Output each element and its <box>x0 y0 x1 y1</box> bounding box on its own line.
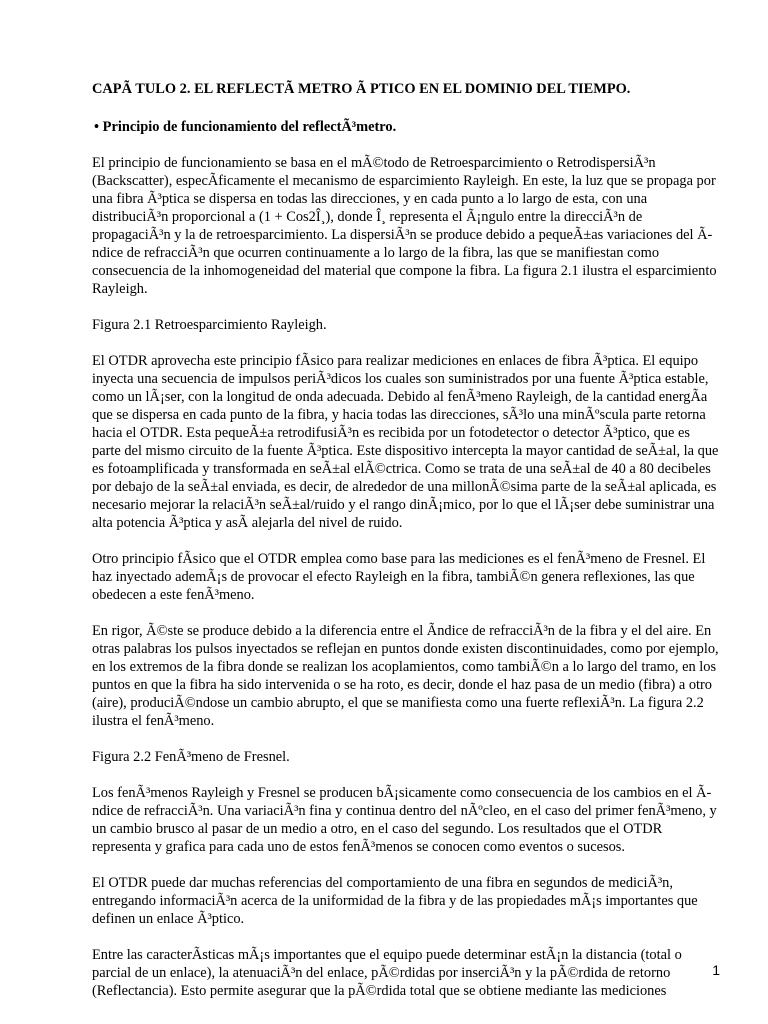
paragraph-characteristics: Entre las caracterÃsticas mÃ¡s importantes que el equipo puede determinar estÃ¡n la distancia (total o parcial de un enlace), la atenuaciÃ³n del enlace, pÃ©rdidas por inserciÃ³n y la pÃ©rdida de retorno (Reflectancia). Esto permite asegurar que la pÃ©rdida total que se obtiene mediante las mediciones <box>92 947 682 999</box>
paragraph-phenomena: Los fenÃ³menos Rayleigh y Fresnel se producen bÃ¡sicamente como consecuencia de los cambios en el Ãndice de refracciÃ³n. Una variaciÃ³n fina y continua dentro del nÃºcleo, en el caso del primer fenÃ³meno, y un cambio brusco al pasar de un medio a otro, en el caso del segundo. Los resultados que el OTDR representa y grafica para cada uno de estos fenÃ³menos se conocen como eventos o sucesos. <box>92 785 717 855</box>
paragraph-principle: El principio de funcionamiento se basa en el mÃ©todo de Retroesparcimiento o RetrodispersiÃ³n (Backscatter), especÃficamente el mecanismo de esparcimiento Rayleigh. En este, la luz que se propaga por una fibra Ã³ptica se dispersa en todas las direcciones, y en cada punto a lo largo de esta, con una distribuciÃ³n proporcional a (1 + Cos2Î¸), donde Î¸ representa el Ã¡ngulo entre la direcciÃ³n de propagaciÃ³n y la de retroesparcimiento. La dispersiÃ³n se produce debido a pequeÃ±as variaciones del Ãndice de refracciÃ³n que ocurren continuamente a lo largo de la fibra, las que se manifiestan como consecuencia de la inhomogeneidad del material que compone la fibra. La figura 2.1 ilustra el esparcimiento Rayleigh. <box>92 155 717 297</box>
paragraph-otdr: El OTDR aprovecha este principio fÃsico para realizar mediciones en enlaces de fibra Ã³ptica. El equipo inyecta una secuencia de impulsos periÃ³dicos los cuales son suministrados por una fuente Ã³ptica estable, como un lÃ¡ser, con la longitud de onda adecuada. Debido al fenÃ³meno Rayleigh, de la cantidad energÃa que se dispersa en cada punto de la fibra, y hacia todas las direcciones, sÃ³lo una minÃºscula parte retorna hacia el OTDR. Esta pequeÃ±a retrodifusiÃ³n es recibida por un fotodetector o detector Ã³ptico, que es parte del mismo circuito de la fuente Ã³ptica. Este dispositivo intercepta la mayor cantidad de seÃ±al, la que es fotoamplificada y transformada en seÃ±al elÃ©ctrica. Como se trata de una seÃ±al de 40 a 80 decibeles por debajo de la seÃ±al enviada, es decir, de alrededor de una millonÃ©sima parte de la seÃ±al aplicada, es necesario mejorar la relaciÃ³n seÃ±al/ruido y el rango dinÃ¡mico, por lo que el lÃ¡ser debe suministrar una alta potencia Ã³ptica y asÃ alejarla del nivel de ruido. <box>92 353 719 531</box>
bullet-icon: • <box>94 119 100 135</box>
paragraph-fresnel-detail: En rigor, Ã©ste se produce debido a la diferencia entre el Ãndice de refracciÃ³n de la fibra y el del aire. En otras palabras los pulsos inyectados se reflejan en puntos donde existen discontinuidades, como por ejemplo, en los extremos de la fibra donde se realizan los acoplamientos, como tambiÃ©n a lo largo del tramo, en los puntos en que la fibra ha sido intervenida o se ha roto, es decir, donde el haz pasa de un medio (fibra) a otro (aire), produciÃ©ndose un cambio abrupto, el que se manifiesta como una fuerte reflexiÃ³n. La figura 2.2 ilustra el fenÃ³meno. <box>92 623 719 729</box>
section-heading <box>92 118 722 136</box>
paragraph-references: El OTDR puede dar muchas referencias del comportamiento de una fibra en segundos de mediciÃ³n, entregando informaciÃ³n acerca de la uniformidad de la fibra y de las propiedades mÃ¡s importantes que definen un enlace Ã³ptico. <box>92 875 698 927</box>
chapter-title: CAPÃ TULO 2. EL REFLECTÃ METRO Ã PTICO EN EL DOMINIO DEL TIEMPO. <box>92 81 631 97</box>
section-heading-text: Principio de funcionamiento del reflectÃ³metro. <box>102 119 397 135</box>
paragraph-fresnel-intro: Otro principio fÃsico que el OTDR emplea como base para las mediciones es el fenÃ³meno de Fresnel. El haz inyectado ademÃ¡s de provocar el efecto Rayleigh en la fibra, tambiÃ©n genera reflexiones, las que obedecen a este fenÃ³meno. <box>92 551 706 603</box>
page-number: 1 <box>712 962 720 978</box>
figure-caption-2-2: Figura 2.2 FenÃ³meno de Fresnel. <box>92 749 290 765</box>
figure-caption-2-1: Figura 2.1 Retroesparcimiento Rayleigh. <box>92 317 327 333</box>
document-page <box>92 80 722 1018</box>
